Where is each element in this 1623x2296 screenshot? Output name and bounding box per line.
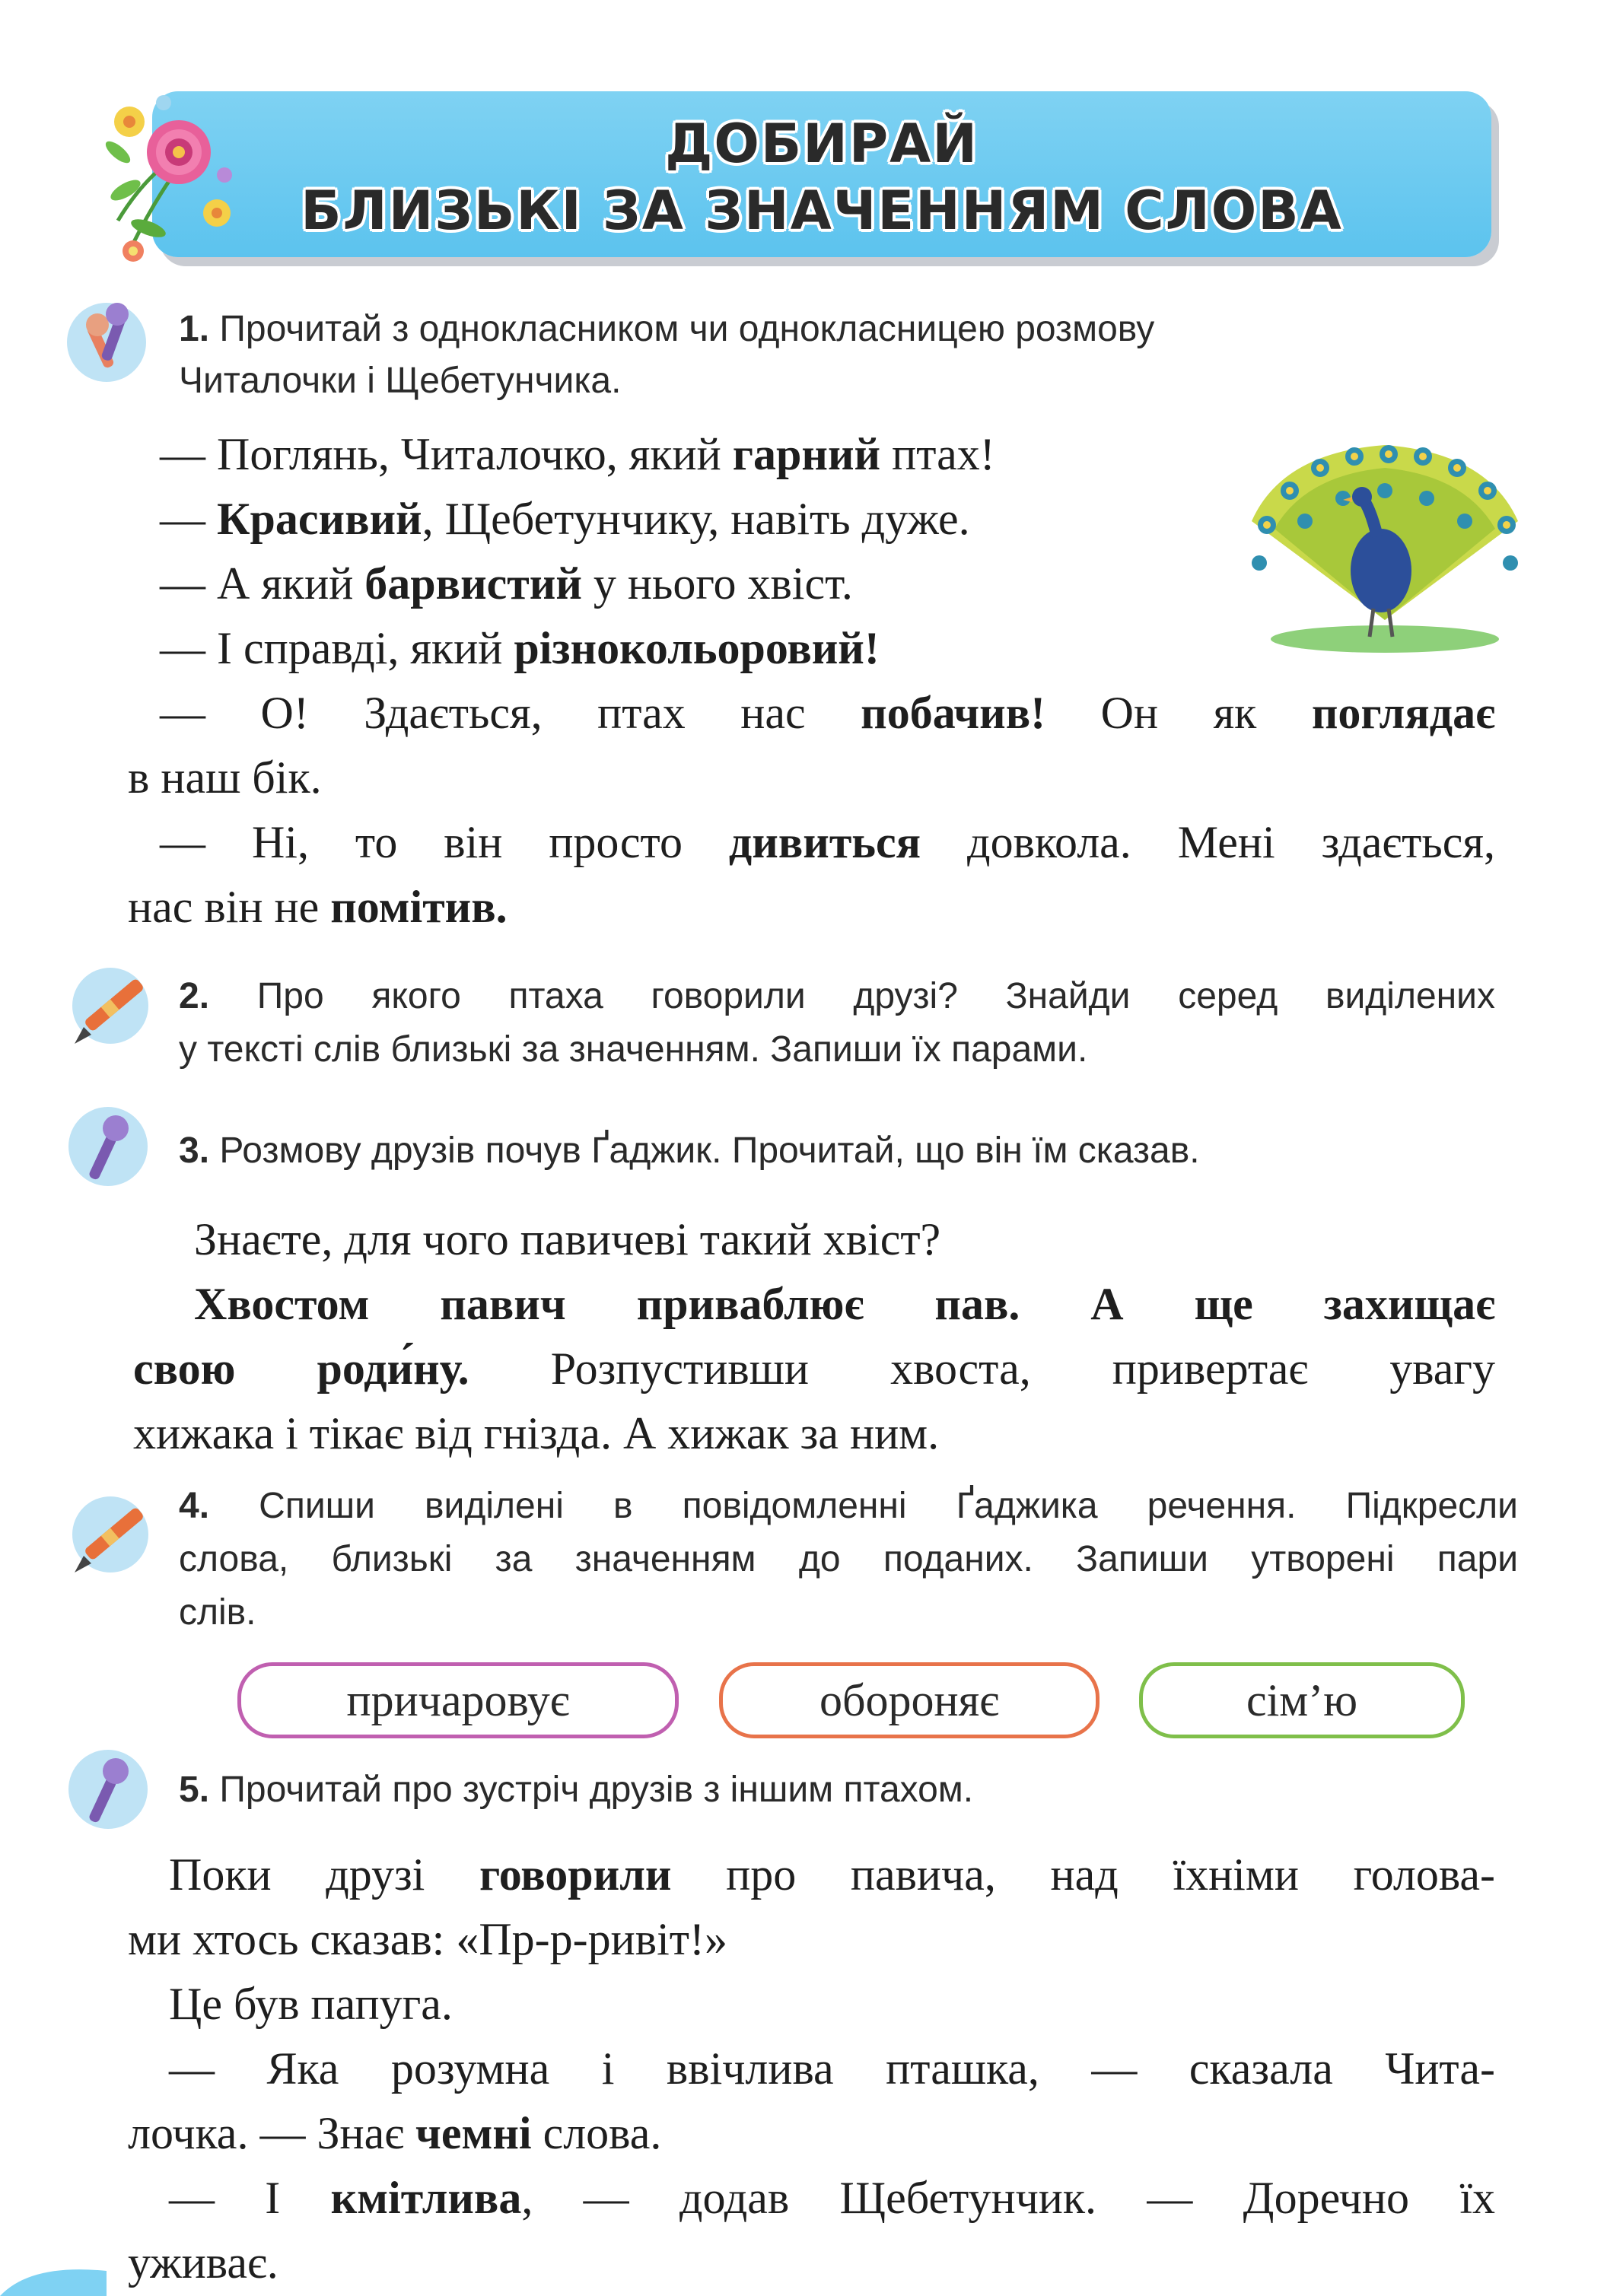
task1-number: 1. [179,309,210,349]
dialog-line: — А який барвистий у нього хвіст. [160,558,853,609]
gadget-text-line: Знаєте, для чого павичеві такий хвіст? [194,1214,941,1264]
word-card-simiu: сім’ю [1139,1662,1465,1738]
task1-instruction: 1. Прочитай з однокласником чи однокласницею розмову [179,309,1155,349]
story-line: Поки друзі говорили про павича, над їхніми голова- [169,1849,1496,1900]
story-line: уживає. [128,2237,278,2288]
peacock-icon [1236,437,1533,654]
task3-number: 3. [179,1131,210,1171]
task5-number: 5. [179,1770,210,1810]
story-line: лочка. — Знає чемні слова. [128,2108,662,2158]
pen-icon [61,1487,152,1579]
corner-wave-decoration [0,2263,107,2296]
page-title-line2: БЛИЗЬКІ ЗА ЗНАЧЕННЯМ СЛОВА [301,180,1343,242]
dialog-line: в наш бік. [128,752,322,803]
task2-instruction: 2. Про якого птаха говорили друзі? Знайди серед виділених [179,976,1495,1016]
story-line: — І кмітлива, — додав Щебетунчик. — Доречно їх [169,2173,1496,2223]
task1-instruction-line2: Читалочки і Щебетунчика. [179,361,622,401]
story-line: ми хтось сказав: «Пр-р-ривіт!» [128,1914,727,1964]
microphone-icon [61,293,152,384]
task4-number: 4. [179,1486,210,1526]
task3-instruction: 3. Розмову друзів почув Ґаджик. Прочитай, що він їм сказав. [179,1131,1200,1171]
story-line: Це був папуга. [169,1979,453,2029]
task4-instruction: 4. Спиши виділені в повідомленні Ґаджика речення. Підкресли [179,1486,1518,1526]
task4-instruction-line3: слів. [179,1592,256,1633]
gadget-text-line: свою роди́ну. Розпустивши хвоста, привертає увагу [133,1344,1495,1394]
story-line: — Яка розумна і ввічлива пташка, — сказала Чита- [169,2043,1495,2094]
microphone-icon [61,1099,152,1191]
word-card-oboroniaie: обороняє [719,1662,1100,1738]
dialog-line: нас він не помітив. [128,882,508,932]
dialog-line: — Поглянь, Читалочко, який гарний птах! [160,429,995,479]
task5-instruction: 5. Прочитай про зустріч друзів з іншим птахом. [179,1770,974,1810]
flowers-icon [95,68,247,266]
title-banner [152,91,1491,257]
pen-icon [61,959,152,1050]
dialog-line: — О! Здається, птах нас побачив! Он як поглядає [160,688,1495,738]
task4-instruction-line2: слова, близькі за значенням до поданих. Запиши утворені пари [179,1539,1518,1579]
dialog-line: — Ні, то він просто дивиться довкола. Мені здається, [160,817,1495,867]
word-card-prycharovuie: причаровує [237,1662,679,1738]
microphone-icon [61,1742,152,1833]
dialog-line: — І справді, який різнокольоровий! [160,623,880,673]
task2-instruction-line2: у тексті слів близькі за значенням. Запиши їх парами. [179,1029,1088,1070]
dialog-line: — Красивий, Щебетунчику, навіть дуже. [160,494,970,544]
task2-number: 2. [179,976,210,1016]
page-title-line1: ДОБИРАЙ [665,113,979,175]
gadget-text-line: хижака і тікає від гнізда. А хижак за ним. [133,1408,940,1458]
gadget-text-line: Хвостом павич приваблює пав. А ще захищає [194,1279,1495,1329]
